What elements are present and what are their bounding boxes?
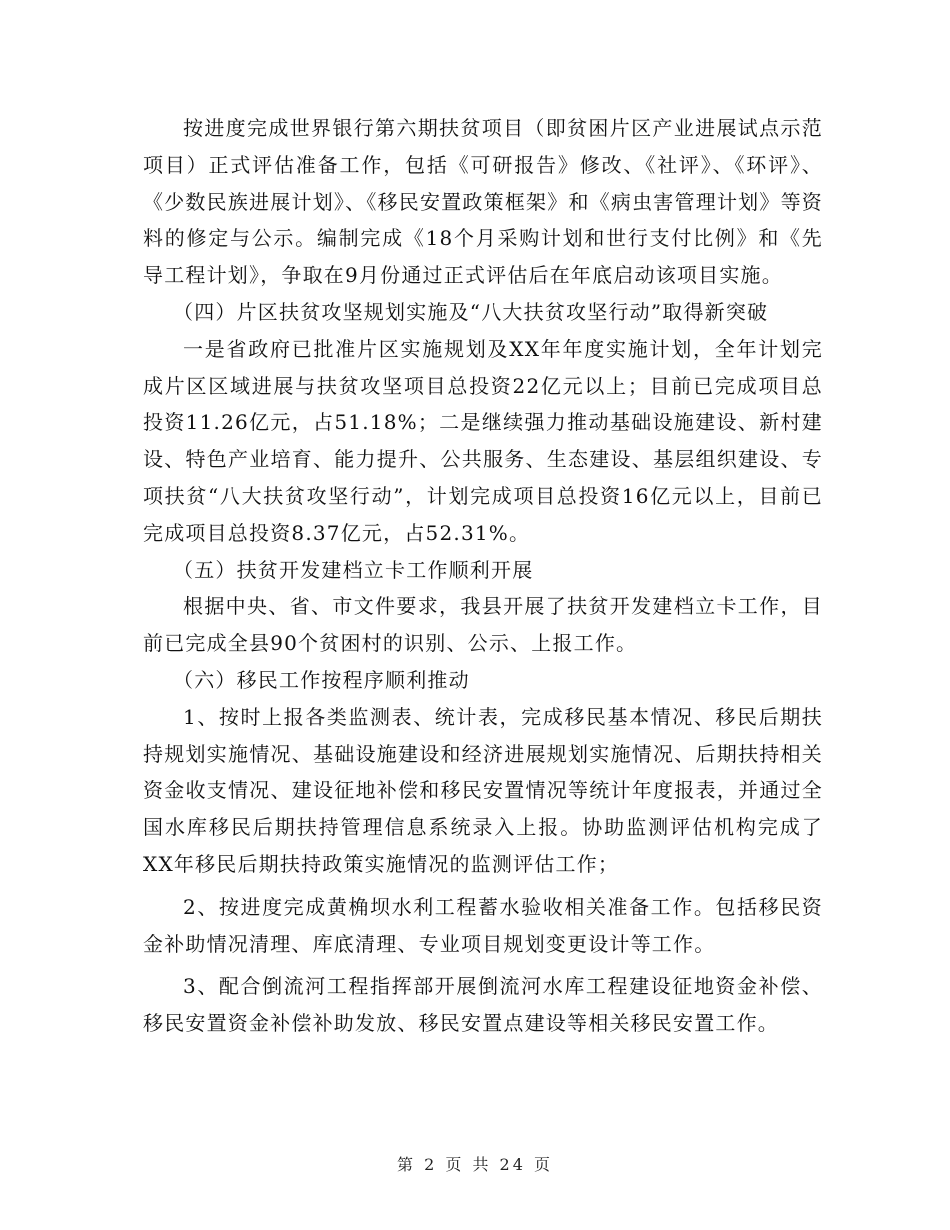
- page-number-footer: 第 2 页 共 24 页: [397, 1155, 553, 1174]
- paragraph-filing-cards: 根据中央、省、市文件要求，我县开展了扶贫开发建档立卡工作，目前已完成全县90个贫困村的识别、公示、上报工作。: [143, 594, 823, 656]
- paragraph-poverty-plan: 一是省政府已批准片区实施规划及XX年年度实施计划，全年计划完成片区区域进展与扶贫攻坚项目总投资22亿元以上；目前已完成项目总投资11.26亿元，占51.18%；二是继续强力推动基础设施建设、新村建设、特色产业培育、能力提升、公共服务、生态建设、基层组织建设、专项扶贫“八大扶贫攻坚行动”，计划完成项目总投资16亿元以上，目前已完成项目总投资8.37亿元，占52.31%。: [143, 336, 823, 545]
- paragraph-migration-item-1: 1、按时上报各类监测表、统计表，完成移民基本情况、移民后期扶持规划实施情况、基础设施建设和经济进展规划实施情况、后期扶持相关资金收支情况、建设征地补偿和移民安置情况等统计年度报表，并通过全国水库移民后期扶持管理信息系统录入上报。协助监测评估机构完成了XX年移民后期扶持政策实施情况的监测评估工作；: [143, 704, 823, 876]
- paragraph-world-bank-project: 按进度完成世界银行第六期扶贫项目（即贫困片区产业进展试点示范项目）正式评估准备工作，包括《可研报告》修改、《社评》、《环评》、《少数民族进展计划》、《移民安置政策框架》和《病虫害管理计划》等资料的修定与公示。编制完成《18个月采购计划和世行支付比例》和《先导工程计划》，争取在9月份通过正式评估后在年底启动该项目实施。: [143, 116, 823, 288]
- paragraph-migration-item-2: 2、按进度完成黄桷坝水利工程蓄水验收相关准备工作。包括移民资金补助情况清理、库底清理、专业项目规划变更设计等工作。: [143, 894, 823, 956]
- section-heading-4: （四）片区扶贫攻坚规划实施及“八大扶贫攻坚行动”取得新突破: [173, 299, 769, 324]
- document-body: [143, 110, 823, 1042]
- section-heading-5: （五）扶贫开发建档立卡工作顺利开展: [173, 557, 534, 582]
- paragraph-migration-item-3: 3、配合倒流河工程指挥部开展倒流河水库工程建设征地资金补偿、移民安置资金补偿补助发放、移民安置点建设等相关移民安置工作。: [143, 974, 823, 1036]
- section-heading-6: （六）移民工作按程序顺利推动: [173, 667, 470, 692]
